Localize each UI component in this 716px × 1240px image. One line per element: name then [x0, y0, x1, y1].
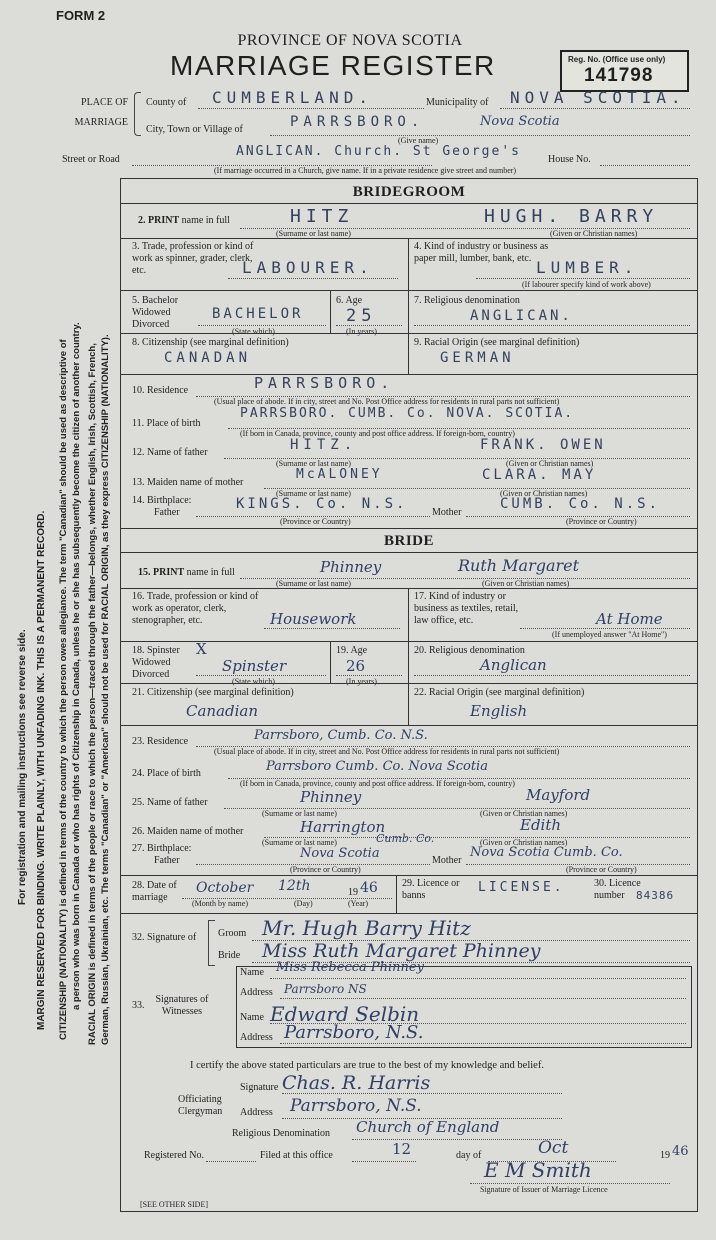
bride-mother-birthplace-value: Nova Scotia Cumb. Co.	[470, 845, 623, 860]
bride-birthplace-value: Parrsboro Cumb. Co. Nova Scotia	[266, 759, 488, 774]
marriage-year-caption: (Year)	[348, 899, 369, 908]
groom-citizenship-label: 8. Citizenship (see marginal definition)	[132, 337, 289, 348]
bride-years-caption: (In years)	[346, 677, 377, 686]
bride-religion-value: Anglican	[480, 656, 547, 674]
groom-trade-label: 3. Trade, profession or kind of work as spinner, grader, clerk, etc.	[132, 241, 254, 276]
bride-mother-prov-caption: (Province or Country)	[566, 865, 637, 874]
witness2-address-value: Parrsboro, N.S.	[284, 1022, 424, 1043]
bride-mother-bp-label: Mother	[432, 855, 462, 866]
groom-racial-value: GERMAN	[440, 350, 515, 366]
street-value: ANGLICAN. Church. St George's	[236, 144, 521, 159]
reg-number-label: Reg. No. (Office use only)	[568, 55, 666, 64]
filed-label: Filed at this office	[260, 1150, 333, 1161]
bride-status-mark: X	[196, 640, 207, 658]
bride-status-value: Spinster	[222, 657, 287, 675]
city-value: PARRSBORO.	[290, 114, 425, 130]
county-label: County of	[146, 97, 187, 108]
groom-mother-surname-caption: (Surname or last name)	[276, 489, 351, 498]
witness2-name-value: Edward Selbin	[270, 1002, 420, 1026]
groom-status-value: BACHELOR	[212, 306, 304, 322]
bride-unemployed-caption: (If unemployed answer "At Home")	[552, 630, 667, 639]
clergy-address-label: Address	[240, 1107, 273, 1118]
bride-bp-label-a: 27. Birthplace:	[132, 843, 192, 854]
bride-trade-value: Housework	[270, 610, 357, 628]
groom-residence-value: PARRSBORO.	[254, 374, 395, 392]
groom-age-label: 6. Age	[336, 295, 363, 306]
groom-mother-prov-caption: (Province or Country)	[566, 517, 637, 526]
bride-name-label: 15. PRINT name in full	[138, 567, 235, 578]
bride-citizenship-label: 21. Citizenship (see marginal definition)	[132, 687, 294, 698]
municipality-label: Municipality of	[426, 97, 489, 108]
bride-father-birthplace-extra: Cumb. Co.	[376, 832, 435, 845]
certify-text: I certify the above stated particulars are true to the best of my knowledge and belief.	[190, 1060, 544, 1071]
licence-number-label: 30. Licence number	[594, 878, 641, 901]
side-note-racial-2: German, Russian, Ukrainian, etc. The terms "Canadian" or "American" should not be used for RACIAL ORIGIN, as they express CITIZENSHIP (NATIONALITY).	[100, 334, 111, 1045]
bride-birth-caption: (If born in Canada, province, county and post office address. If foreign-born, country)	[240, 779, 515, 788]
bride-mother-surname-caption: (Surname or last name)	[262, 838, 337, 847]
street-label: Street or Road	[62, 154, 120, 165]
bride-mother-surname-value: Harrington	[300, 818, 386, 836]
officiating-label-a: Officiating	[178, 1094, 222, 1105]
marriage-date-label-a: 28. Date of	[132, 880, 177, 891]
marriage-date-label-b: marriage	[132, 892, 168, 903]
give-name-caption: (Give name)	[398, 136, 439, 145]
licence-number-value: 84386	[636, 889, 675, 902]
bride-mother-given-caption: (Given or Christian names)	[480, 838, 568, 847]
groom-state-caption: (State which)	[232, 327, 275, 336]
groom-given-caption: (Given or Christian names)	[550, 229, 638, 238]
witness2-address-label: Address	[240, 1032, 273, 1043]
place-brace	[134, 92, 141, 136]
bride-racial-value: English	[470, 702, 528, 720]
groom-father-prov-caption: (Province or Country)	[280, 517, 351, 526]
filed-day-value: 12	[392, 1140, 412, 1158]
issuer-caption: Signature of Issuer of Marriage Licence	[480, 1185, 608, 1194]
groom-birth-caption: (If born in Canada, province, county and post office address. If foreign-born, country)	[240, 429, 515, 438]
bride-father-label: 25. Name of father	[132, 797, 208, 808]
side-note-instructions: For registration and mailing instructions see reverse side.	[17, 629, 28, 905]
officiating-label	[178, 1094, 222, 1118]
groom-father-given-value: FRANK. OWEN	[480, 437, 606, 453]
street-caption: (If marriage occurred in a Church, give name. If in a private residence give street and number)	[214, 166, 517, 175]
witness-label-b: Witnesses	[161, 1006, 203, 1017]
filed-year-value: 46	[672, 1144, 689, 1159]
bride-father-birthplace-value: Nova Scotia	[300, 846, 380, 861]
licence-banns-label: 29. Licence or banns	[402, 878, 460, 901]
clergy-signature-label: Signature	[240, 1082, 279, 1093]
house-label: House No.	[548, 154, 591, 165]
groom-mother-birthplace-value: CUMB. Co. N.S.	[500, 496, 661, 512]
groom-labourer-caption: (If labourer specify kind of work above)	[522, 280, 651, 289]
bride-surname-value: Phinney	[320, 558, 382, 576]
bride-bp-label-b: Father	[154, 855, 180, 866]
bride-age-label: 19. Age	[336, 645, 368, 656]
place-label	[62, 97, 128, 129]
registered-label: Registered No.	[144, 1150, 204, 1161]
groom-religion-label: 7. Religious denomination	[414, 295, 520, 306]
groom-signature-value: Mr. Hugh Barry Hitz	[262, 916, 471, 940]
place-label-b: MARRIAGE	[74, 117, 128, 128]
city-extra-value: Nova Scotia	[480, 114, 560, 129]
municipality-value: NOVA SCOTIA.	[510, 88, 686, 107]
bride-state-caption: (State which)	[232, 677, 275, 686]
bride-status-label: 18. Spinster Widowed Divorced	[132, 645, 180, 680]
bride-residence-value: Parrsboro, Cumb. Co. N.S.	[254, 728, 428, 743]
groom-mother-label: 13. Maiden name of mother	[132, 477, 244, 488]
groom-father-label: 12. Name of father	[132, 447, 208, 458]
officiating-label-b: Clergyman	[178, 1106, 223, 1117]
signature-label: 32. Signature of	[132, 932, 197, 943]
bride-industry-label: 17. Kind of industry or business as textiles, retail, law office, etc.	[414, 591, 519, 626]
groom-father-surname-value: HITZ.	[290, 437, 358, 453]
bride-racial-label: 22. Racial Origin (see marginal definition)	[414, 687, 585, 698]
witness-number: 33.	[132, 1000, 145, 1011]
marriage-date-label	[132, 880, 177, 904]
marriage-day-caption: (Day)	[294, 899, 313, 908]
bride-father-surname-value: Phinney	[300, 788, 362, 806]
bride-citizenship-value: Canadian	[186, 702, 259, 720]
bride-birthplace-parents-label	[132, 843, 191, 867]
groom-name-label: 2. PRINT name in full	[138, 215, 230, 226]
groom-citizenship-value: CANADAN	[164, 350, 252, 366]
marriage-year-prefix: 19	[348, 887, 358, 898]
bride-father-prov-caption: (Province or Country)	[290, 865, 361, 874]
witness2-name-label: Name	[240, 1012, 264, 1023]
bride-signature-label: Bride	[218, 950, 241, 961]
groom-father-given-caption: (Given or Christian names)	[506, 459, 594, 468]
bride-surname-caption: (Surname or last name)	[276, 579, 351, 588]
groom-residence-label: 10. Residence	[132, 385, 189, 396]
bride-father-given-value: Mayford	[526, 786, 591, 804]
denomination-value: Church of England	[356, 1118, 500, 1136]
side-note-citizenship-1: CITIZENSHIP (NATIONALITY) is defined in terms of the country to which the person owes allegiance. The term "Canadian" should be used as descriptive of	[58, 339, 69, 1040]
side-note-racial-1: RACIAL ORIGIN is defined in terms of the people or race to which the person—traced through the father—belongs, whether English, Irish, Scottish, French,	[87, 343, 98, 1045]
groom-racial-label: 9. Racial Origin (see marginal definition)	[414, 337, 580, 348]
witness1-name-value: Miss Rebecca Phinney	[276, 960, 424, 975]
bride-residence-caption: (Usual place of abode. If in city, street and No. Post Office address for residents in rural parts not sufficient)	[214, 747, 560, 756]
place-label-a: PLACE OF	[81, 97, 128, 108]
bride-heading: BRIDE	[383, 533, 434, 549]
groom-birthplace-value: PARRSBORO. CUMB. Co. NOVA. SCOTIA.	[240, 406, 575, 421]
groom-surname-value: HITZ	[290, 206, 354, 227]
groom-signature-label: Groom	[218, 928, 247, 939]
groom-bp-label-a: 14. Birthplace:	[132, 495, 192, 506]
bride-industry-value: At Home	[596, 610, 663, 628]
reg-number-value: 141798	[584, 65, 654, 86]
groom-mother-bp-label: Mother	[432, 507, 462, 518]
groom-mother-given-value: CLARA. MAY	[482, 467, 597, 483]
witness-label-a: Signatures of	[155, 994, 209, 1005]
bride-residence-label: 23. Residence	[132, 736, 189, 747]
side-note-margin: MARGIN RESERVED FOR BINDING. WRITE PLAINLY, WITH UNFADING INK. THIS IS A PERMANENT RECORD.	[36, 510, 47, 1030]
licence-banns-value: LICENSE.	[478, 880, 565, 895]
groom-father-surname-caption: (Surname or last name)	[276, 459, 351, 468]
bride-age-value: 26	[346, 657, 366, 675]
bridegroom-heading: BRIDEGROOM	[352, 184, 466, 200]
groom-mother-given-caption: (Given or Christian names)	[500, 489, 588, 498]
groom-religion-value: ANGLICAN.	[470, 308, 573, 324]
bride-birthplace-label: 24. Place of birth	[132, 768, 201, 779]
bride-religion-label: 20. Religious denomination	[414, 645, 525, 656]
province-heading: PROVINCE OF NOVA SCOTIA	[237, 32, 463, 49]
bride-signature-value: Miss Ruth Margaret Phinney	[262, 940, 541, 962]
clergy-address-value: Parrsboro, N.S.	[290, 1096, 422, 1116]
groom-birthplace-label: 11. Place of birth	[132, 418, 201, 429]
denomination-label: Religious Denomination	[232, 1128, 331, 1139]
bride-trade-label: 16. Trade, profession or kind of work as operator, clerk, stenographer, etc.	[132, 591, 259, 626]
bride-given-caption: (Given or Christian names)	[482, 579, 570, 588]
county-value: CUMBERLAND.	[212, 88, 373, 107]
day-of-label: day of	[456, 1150, 482, 1161]
groom-industry-value: LUMBER.	[536, 258, 639, 277]
bride-given-value: Ruth Margaret	[458, 556, 580, 575]
groom-years-caption: (In years)	[346, 327, 377, 336]
groom-father-birthplace-value: KINGS. Co. N.S.	[236, 496, 408, 512]
marriage-year-value: 46	[360, 880, 378, 896]
filed-year-prefix: 19	[660, 1150, 670, 1161]
witness1-address-value: Parrsboro NS	[284, 982, 367, 996]
city-label: City, Town or Village of	[146, 124, 243, 135]
issuer-signature-value: E M Smith	[484, 1158, 592, 1182]
clergy-signature-value: Chas. R. Harris	[282, 1072, 431, 1094]
groom-age-value: 25	[346, 306, 377, 326]
groom-surname-caption: (Surname or last name)	[276, 229, 351, 238]
groom-bp-label-b: Father	[154, 507, 180, 518]
signature-brace	[208, 920, 215, 966]
witness1-address-label: Address	[240, 987, 273, 998]
marriage-day-value: 12th	[278, 878, 311, 894]
see-other-side: [SEE OTHER SIDE]	[140, 1200, 208, 1209]
groom-trade-value: LABOURER.	[242, 258, 374, 277]
witness1-name-label: Name	[240, 967, 264, 978]
form-number: FORM 2	[56, 8, 106, 23]
side-note-citizenship-2: a person who was born in Canada or who has rights of Citizenship in Canada, unless he or she has subsequently become the citizen of another country.	[71, 322, 82, 1010]
groom-birthplace-parents-label	[132, 495, 191, 519]
bride-father-given-caption: (Given or Christian names)	[480, 809, 568, 818]
reg-number-box	[560, 50, 689, 92]
bride-father-surname-caption: (Surname or last name)	[262, 809, 337, 818]
groom-given-value: HUGH. BARRY	[484, 206, 659, 227]
bride-mother-label: 26. Maiden name of mother	[132, 826, 244, 837]
page-title: MARRIAGE REGISTER	[170, 50, 496, 81]
witness-label	[132, 994, 232, 1018]
groom-status-label: 5. Bachelor Widowed Divorced	[132, 295, 179, 330]
groom-industry-label: 4. Kind of industry or business as paper mill, lumber, bank, etc.	[414, 241, 549, 264]
groom-residence-caption: (Usual place of abode. If in city, street and No. Post Office address for residents in rural parts not sufficient)	[214, 397, 560, 406]
filed-month-value: Oct	[538, 1138, 569, 1158]
groom-mother-surname-value: McALONEY	[296, 467, 383, 482]
marriage-month-caption: (Month by name)	[192, 899, 248, 908]
bride-mother-given-value: Edith	[520, 816, 562, 834]
marriage-month-value: October	[196, 880, 254, 896]
